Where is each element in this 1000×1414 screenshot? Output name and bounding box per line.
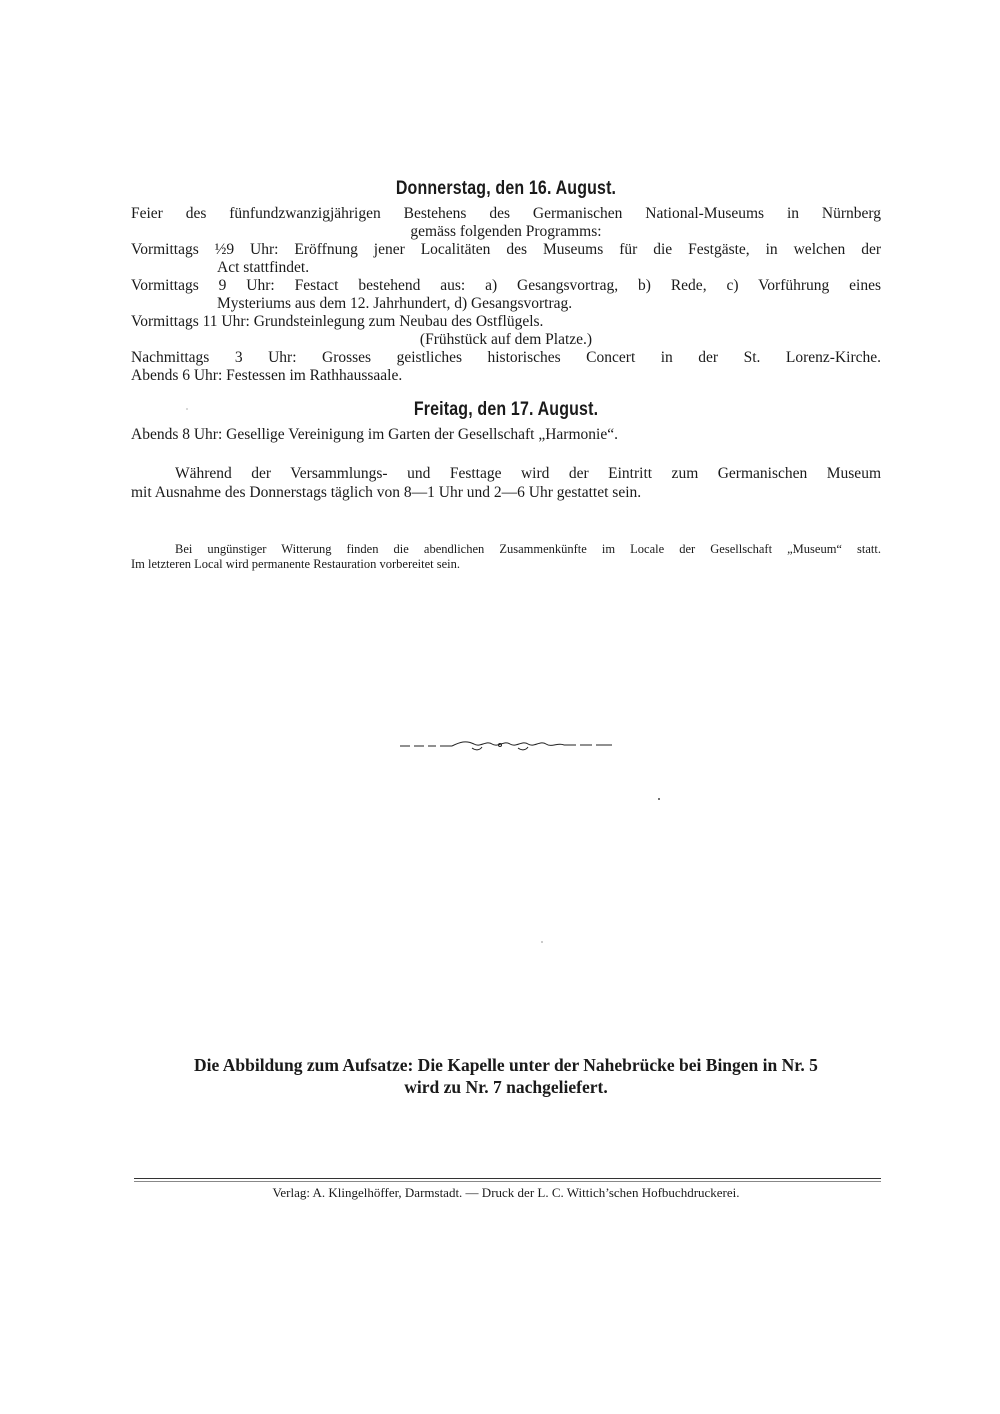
footer-rule xyxy=(134,1181,881,1182)
entry-text: Grosses geistliches historisches Concert in der St. Lorenz-Kirche. xyxy=(322,349,881,366)
program-entry xyxy=(131,313,881,331)
entry-first-line xyxy=(131,241,881,259)
program-entry xyxy=(131,349,881,367)
entry-text: Grundsteinlegung zum Neubau des Ostflügels. xyxy=(253,313,544,330)
print-speck xyxy=(186,408,188,410)
friday-heading: Freitag, den 17. August. xyxy=(413,399,599,420)
entry-first-line xyxy=(131,277,881,295)
thursday-heading: Donnerstag, den 16. August. xyxy=(395,178,617,199)
program-entry xyxy=(131,241,881,277)
entry-time: Nachmittags 3 Uhr: xyxy=(131,349,297,366)
entry-text: Festessen im Rathhaussaale. xyxy=(226,367,403,384)
entry-first-line xyxy=(131,313,881,331)
notice-line-2: wird zu Nr. 7 nachgeliefert. xyxy=(404,1077,608,1097)
paragraph-line-1: Während der Versammlungs- und Festtage wird der Eintritt zum Germanischen Museum xyxy=(175,465,881,482)
intro-line-2: gemäss folgenden Programms: xyxy=(410,223,602,240)
print-speck xyxy=(541,941,543,943)
entry-time: Abends 8 Uhr: xyxy=(131,426,223,443)
program-entry xyxy=(131,367,881,385)
illustration-notice xyxy=(131,1054,881,1098)
entry-text: Eröffnung jener Localitäten des Museums für die Festgäste, in welchen der xyxy=(294,241,881,258)
entry-first-line xyxy=(131,426,881,444)
entry-time: Vormittags 9 Uhr: xyxy=(131,277,275,294)
thursday-intro xyxy=(131,205,881,241)
entry-text: Gesellige Vereinigung im Garten der Gesellschaft „Harmonie“. xyxy=(226,426,618,443)
entry-continuation: Mysteriums aus dem 12. Jahrhundert, d) Gesangsvortrag. xyxy=(217,295,573,312)
friday-entry xyxy=(131,426,881,444)
intro-line-1: Feier des fünfundzwanzigjährigen Bestehens des Germanischen National-Museums in Nürnberg xyxy=(131,205,881,222)
entry-first-line xyxy=(131,349,881,367)
notice-line-1: Die Abbildung zum Aufsatze: Die Kapelle unter der Nahebrücke bei Bingen in Nr. 5 xyxy=(194,1055,818,1075)
entry-continuation: Act stattfindet. xyxy=(217,259,310,276)
footer-imprint: Verlag: A. Klingelhöffer, Darmstadt. — Druck der L. C. Wittich’schen Hofbuchdruckerei. xyxy=(272,1185,740,1200)
note-line-1: Bei ungünstiger Witterung finden die abendlichen Zusammenkünfte im Locale der Gesellschaft „Museum“ statt. xyxy=(175,542,881,556)
print-speck xyxy=(658,798,660,800)
program-entry xyxy=(131,277,881,313)
footer-rule xyxy=(134,1178,881,1179)
weather-note xyxy=(131,542,881,572)
ornament-divider-icon xyxy=(400,736,614,754)
museum-opening-paragraph xyxy=(131,464,881,502)
entry-time: Vormittags ½9 Uhr: xyxy=(131,241,279,258)
paragraph-line-2: mit Ausnahme des Donnerstags täglich von 8—1 Uhr und 2—6 Uhr gestattet sein. xyxy=(131,484,642,501)
entry-first-line xyxy=(131,367,881,385)
entry-time: Vormittags 11 Uhr: xyxy=(131,313,250,330)
note-line-2: Im letzteren Local wird permanente Restauration vorbereitet sein. xyxy=(131,557,461,571)
breakfast-note: (Frühstück auf dem Platze.) xyxy=(419,331,593,348)
entry-text: Festact bestehend aus: a) Gesangsvortrag, b) Rede, c) Vorführung eines xyxy=(294,277,882,294)
entry-time: Abends 6 Uhr: xyxy=(131,367,223,384)
